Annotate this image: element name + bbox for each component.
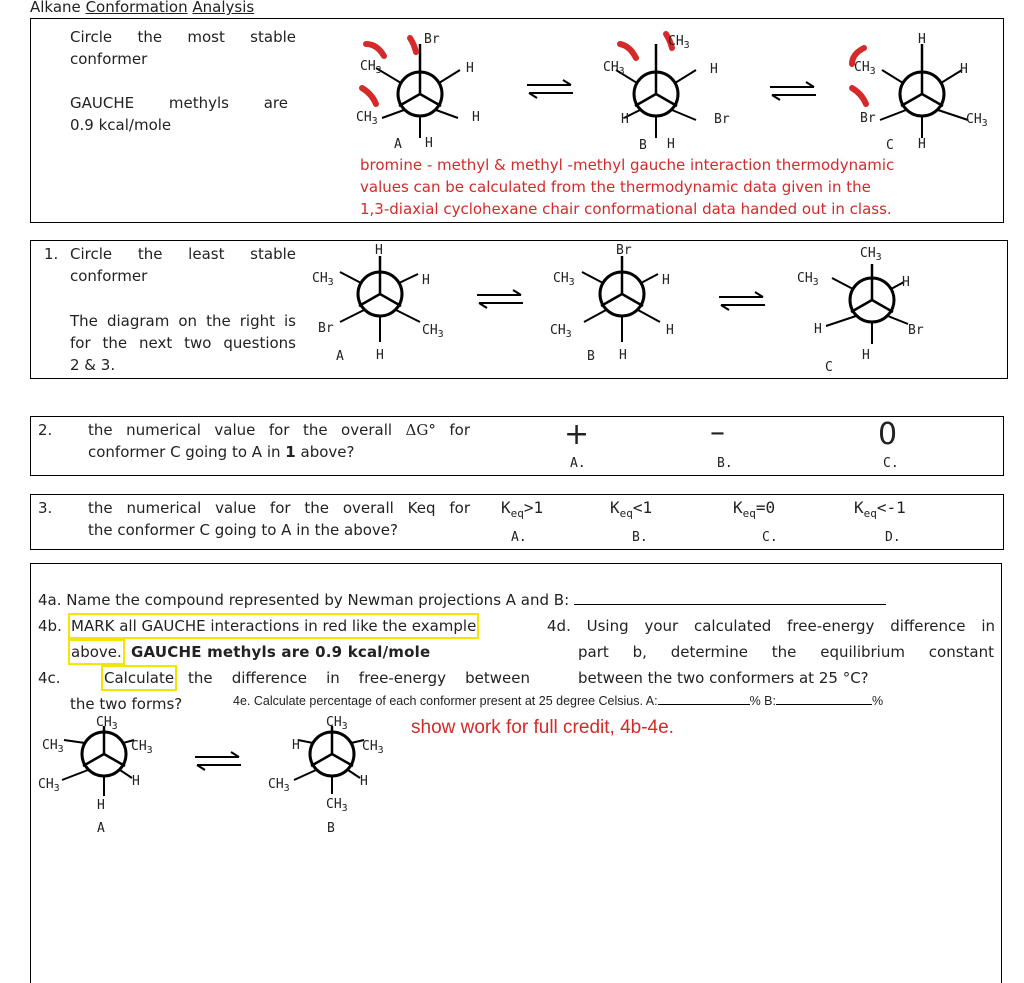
substituent-back-ll: $CH_3$ <box>38 777 60 794</box>
page-title <box>30 0 254 16</box>
choice-keq: $K_{eq}>1$ <box>501 498 544 521</box>
q4b-highlight-above: above. <box>71 643 122 661</box>
substituent-front-top: Br <box>616 243 632 258</box>
newman-diagram <box>310 250 470 370</box>
q1-note <box>70 310 296 376</box>
substituent-back-ll: $CH_3$ <box>550 323 572 340</box>
choice-letter: A. <box>570 456 586 471</box>
q4e-text: 4e. Calculate percentage of each conformer present at 25 degree Celsius. A: % B: % <box>233 694 884 708</box>
q1-instruction: Circle the least stable conformer <box>70 245 296 285</box>
q4e-answer-a[interactable] <box>658 694 750 705</box>
substituent-back-ll: H <box>621 112 629 127</box>
choice-letter: A. <box>511 530 527 545</box>
example-note-line1: GAUCHE methyls are <box>70 94 288 112</box>
conformer-label: B <box>327 821 335 836</box>
substituent-front-top: $CH_3$ <box>96 715 118 732</box>
substituent-back-lr: H <box>472 110 480 125</box>
substituent-back-ul: $CH_3$ <box>854 60 876 77</box>
newman-diagram <box>350 30 510 150</box>
red-line: bromine - methyl & methyl -methyl gauche interaction thermodynamic <box>360 156 895 174</box>
choice-letter: C. <box>883 456 899 471</box>
substituent-back-ul: $CH_3$ <box>42 738 64 755</box>
substituent-back-lr: H <box>132 774 140 789</box>
choice-keq: $K_{eq}<-1$ <box>854 498 906 521</box>
q1-note-line: The diagram on the right is <box>70 312 296 330</box>
example-red-explanation <box>360 154 894 220</box>
conformer-label: A <box>394 137 402 152</box>
example-note-line2: 0.9 kcal/mole <box>70 116 172 134</box>
choice-symbol: + <box>564 417 590 452</box>
q4c-label: 4c. <box>38 669 61 687</box>
choice-letter: B. <box>632 530 648 545</box>
substituent-front-bottom: H <box>862 348 870 363</box>
conformer-label: C <box>886 138 894 153</box>
q3-number: 3. <box>38 499 53 517</box>
substituent-back-lr: $CH_3$ <box>422 323 444 340</box>
conformer-label: B <box>587 349 595 364</box>
substituent-back-ur: H <box>710 62 718 77</box>
substituent-back-ll: Br <box>860 111 876 126</box>
substituent-back-lr: $CH_3$ <box>966 112 988 129</box>
substituent-front-top: Br <box>424 32 440 47</box>
substituent-front-top: H <box>918 32 926 47</box>
choice-keq: $K_{eq}=0$ <box>733 498 776 521</box>
choice-letter: D. <box>885 530 901 545</box>
q4c-highlight: Calculate <box>104 669 175 687</box>
substituent-back-ul: $CH_3$ <box>603 60 625 77</box>
equilibrium-arrows <box>768 80 818 102</box>
q4b-highlight: MARK all GAUCHE interactions in red like the example <box>71 617 477 635</box>
choice-keq: $K_{eq}<1$ <box>610 498 653 521</box>
substituent-back-ul: H <box>292 738 300 753</box>
substituent-front-bottom: $CH_3$ <box>326 797 348 814</box>
choice-symbol: – <box>710 415 725 450</box>
q4b-rest: GAUCHE methyls are 0.9 kcal/mole <box>131 643 431 661</box>
example-instruction: Circle the most stable conformer <box>70 28 296 68</box>
title-word-alkane: Alkane <box>30 0 81 16</box>
conformer-label: B <box>639 138 647 153</box>
choice-letter: C. <box>762 530 778 545</box>
choice-letter: B. <box>717 456 733 471</box>
newman-diagram <box>34 720 184 820</box>
substituent-back-ur: H <box>960 62 968 77</box>
substituent-back-ul: $CH_3$ <box>312 271 334 288</box>
substituent-back-ul: $CH_3$ <box>360 59 382 76</box>
q1-note-line: for the next two questions <box>70 334 296 352</box>
substituent-front-top: $CH_3$ <box>668 34 690 51</box>
q4b-label: 4b. <box>38 617 62 635</box>
gauche-mark <box>366 44 384 56</box>
q1-note-line: 2 & 3. <box>70 356 116 374</box>
substituent-front-bottom: H <box>918 137 926 152</box>
red-line: values can be calculated from the thermodynamic data given in the <box>360 178 871 196</box>
q3-question: the numerical value for the overall Keq for the conformer C going to A in the above? <box>88 499 470 539</box>
gauche-mark <box>620 44 636 58</box>
show-work-note: show work for full credit, 4b-4e. <box>411 717 674 738</box>
substituent-back-lr: H <box>666 323 674 338</box>
equilibrium-arrows <box>193 750 243 772</box>
gauche-mark <box>852 88 866 104</box>
title-word-conformation: Conformation <box>85 0 188 16</box>
substituent-front-bottom: H <box>667 137 675 152</box>
q2-question: the numerical value for the overall ΔG° for conformer C going to A in 1 above? <box>88 421 470 461</box>
substituent-front-top: $CH_3$ <box>326 715 348 732</box>
substituent-front-top: $CH_3$ <box>860 246 882 263</box>
substituent-back-ll: $CH_3$ <box>268 777 290 794</box>
substituent-back-ur: $CH_3$ <box>362 739 384 756</box>
substituent-back-lr: Br <box>714 112 730 127</box>
substituent-back-ur: H <box>422 273 430 288</box>
substituent-front-bottom: H <box>619 348 627 363</box>
substituent-front-top: H <box>375 243 383 258</box>
gauche-mark <box>362 88 376 104</box>
q4d-text-2: part b, determine the equilibrium constant between the two conformers at 25 °C? <box>578 643 994 687</box>
equilibrium-arrows <box>475 288 525 310</box>
q1-number: 1. <box>44 245 59 263</box>
conformer-label: A <box>336 349 344 364</box>
substituent-front-bottom: H <box>97 798 105 813</box>
title-word-analysis: Analysis <box>192 0 255 16</box>
substituent-back-ur: H <box>662 273 670 288</box>
newman-diagram <box>552 250 712 370</box>
q4e-answer-b[interactable] <box>776 694 872 705</box>
conformer-label: C <box>825 360 833 375</box>
q4d-text: 4d. Using your calculated free-energy difference in <box>547 617 995 635</box>
substituent-back-ur: H <box>902 275 910 290</box>
q4a-text: 4a. Name the compound represented by Newman projections A and B: <box>38 589 886 611</box>
newman-diagram <box>840 30 1010 150</box>
example-note <box>70 92 288 136</box>
q2-number: 2. <box>38 421 53 439</box>
equilibrium-arrows <box>717 290 767 312</box>
substituent-back-ul: $CH_3$ <box>797 271 819 288</box>
conformer-label: A <box>97 821 105 836</box>
substituent-back-ll: $CH_3$ <box>356 110 378 127</box>
gauche-mark <box>410 38 416 52</box>
q4c-rest: the difference in free-energy between <box>188 669 530 687</box>
substituent-back-lr: H <box>360 774 368 789</box>
newman-diagram <box>798 256 958 376</box>
substituent-back-ul: $CH_3$ <box>553 271 575 288</box>
equilibrium-arrows <box>525 78 575 100</box>
substituent-front-bottom: H <box>376 348 384 363</box>
substituent-back-ll: H <box>814 322 822 337</box>
red-line: 1,3-diaxial cyclohexane chair conformational data handed out in class. <box>360 200 892 218</box>
substituent-back-ur: H <box>466 61 474 76</box>
choice-symbol: 0 <box>878 417 898 452</box>
q4a-answer-blank[interactable] <box>574 592 886 605</box>
substituent-back-ur: $CH_3$ <box>131 739 153 756</box>
substituent-back-ll: Br <box>318 321 334 336</box>
substituent-back-lr: Br <box>908 323 924 338</box>
substituent-front-bottom: H <box>425 136 433 151</box>
q4c-line2: the two forms? <box>70 695 183 713</box>
